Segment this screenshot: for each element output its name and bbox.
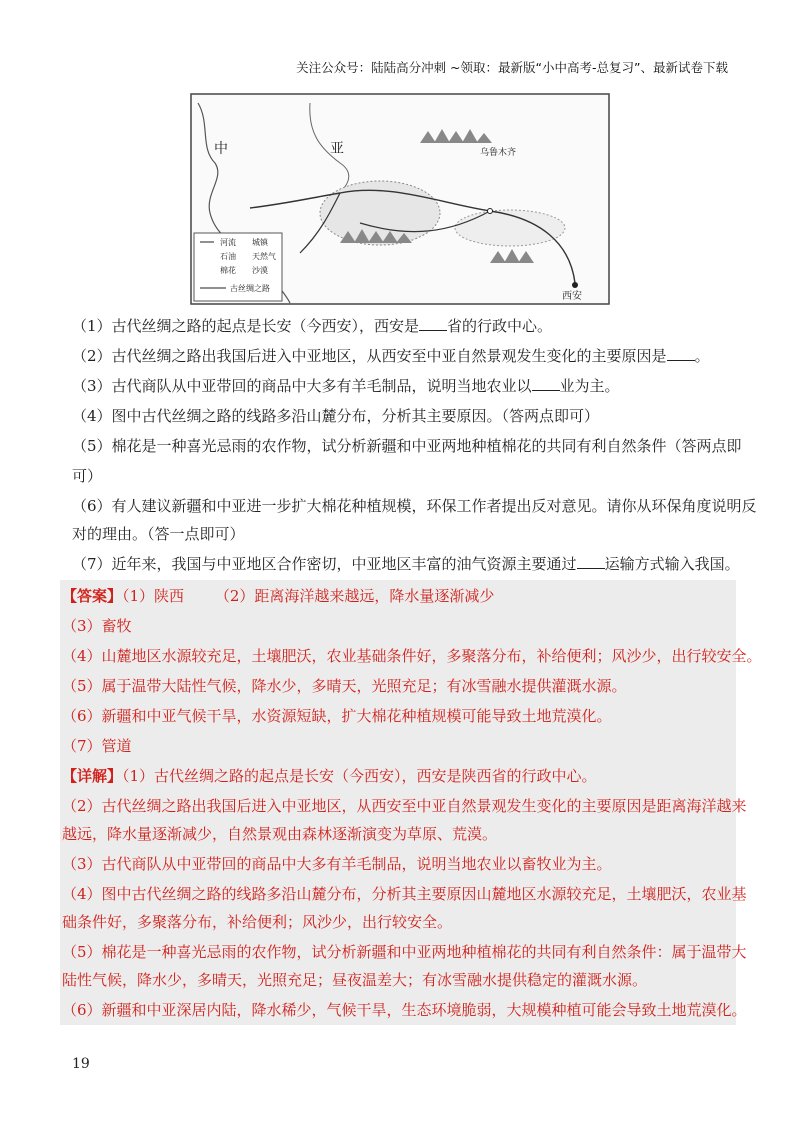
legend-city: 城镇 [252,238,268,247]
answer-tag: 【答案】 [62,587,123,605]
map-label-zhong: 中 [214,141,228,157]
page-header: 关注公众号：陆陆高分冲刺 ~领取：最新版“小中高考-总复习”、最新试卷下载 [296,60,728,75]
answer-4: （4）山麓地区水源较充足，土壤肥沃，农业基础条件好，多聚落分布，补给便利；风沙少，出行较安全。 [62,647,762,665]
answer-7: （7）管道 [62,737,132,755]
detail-1: 【详解】（1）古代丝绸之路的起点是长安（今西安），西安是陕西省的行政中心。 [62,767,597,785]
legend-river: 河流 [220,238,236,247]
question-3: （3）古代商队从中亚带回的商品中大多有羊毛制品，说明当地农业以 业为主。 [72,377,620,395]
question-5b: 可） [72,467,103,485]
legend-silk-road: 古丝绸之路 [230,284,270,293]
question-4: （4）图中古代丝绸之路的线路多沿山麓分布，分析其主要原因。（答两点即可） [72,407,600,425]
question-7: （7）近年来，我国与中亚地区合作密切，中亚地区丰富的油气资源主要通过 运输方式输入我国。 [72,555,740,573]
answer-5: （5）属于温带大陆性气候，降水少，多晴天，光照充足；有冰雪融水提供灌溉水源。 [62,677,627,695]
question-1: （1）古代丝绸之路的起点是长安（今西安），西安是 省的行政中心。 [72,317,553,335]
answer-3: （3）畜牧 [62,617,132,635]
detail-5a: （5）棉花是一种喜光忌雨的农作物，试分析新疆和中亚两地种植棉花的共同有利自然条件：属于温带大 [62,943,747,961]
map-label-ya: 亚 [330,141,344,157]
question-5a: （5）棉花是一种喜光忌雨的农作物，试分析新疆和中亚两地种植棉花的共同有利自然条件（答两点即 [72,437,742,455]
detail-6: （6）新疆和中亚深居内陆，降水稀少，气候干旱，生态环境脆弱，大规模种植可能会导致土地荒漠化。 [62,1001,747,1019]
detail-2a: （2）古代丝绸之路出我国后进入中亚地区，从西安至中亚自然景观发生变化的主要原因是距离海洋越来 [62,797,747,815]
map-label-urumqi: 乌鲁木齐 [480,148,517,158]
page-number: 19 [72,1056,90,1072]
detail-5b: 陆性气候，降水少，多晴天，光照充足；昼夜温差大；有冰雪融水提供稳定的灌溉水源。 [62,971,648,989]
answer-line-1: 【答案】（1）陕西 （2）距离海洋越来越远，降水量逐渐减少 [62,587,495,605]
legend-cotton: 棉花 [220,266,236,275]
legend-gas: 天然气 [252,252,276,261]
detail-3: （3）古代商队从中亚带回的商品中大多有羊毛制品，说明当地农业以畜牧业为主。 [62,855,612,873]
question-2: （2）古代丝绸之路出我国后进入中亚地区，从西安至中亚自然景观发生变化的主要原因是 。 [72,347,710,365]
question-6a: （6）有人建议新疆和中亚进一步扩大棉花种植规模，环保工作者提出反对意见。请你从环保角度说明反 [72,497,757,515]
legend-desert: 沙漠 [252,266,268,275]
detail-4a: （4）图中古代丝绸之路的线路多沿山麓分布，分析其主要原因山麓地区水源较充足，土壤肥沃，农业基 [62,885,747,903]
silk-road-map [190,93,610,305]
detail-tag: 【详解】 [62,767,123,785]
detail-4b: 础条件好，多聚落分布，补给便利；风沙少，出行较安全。 [62,913,453,931]
answer-6: （6）新疆和中亚气候干旱，水资源短缺，扩大棉花种植规模可能导致土地荒漠化。 [62,707,612,725]
detail-2b: 越远，降水量逐渐减少，自然景观由森林逐渐演变为草原、荒漠。 [62,825,498,843]
question-6b: 对的理由。（答一点即可） [72,525,245,543]
map-label-xian: 西安 [562,291,582,302]
legend-oil: 石油 [220,252,236,261]
